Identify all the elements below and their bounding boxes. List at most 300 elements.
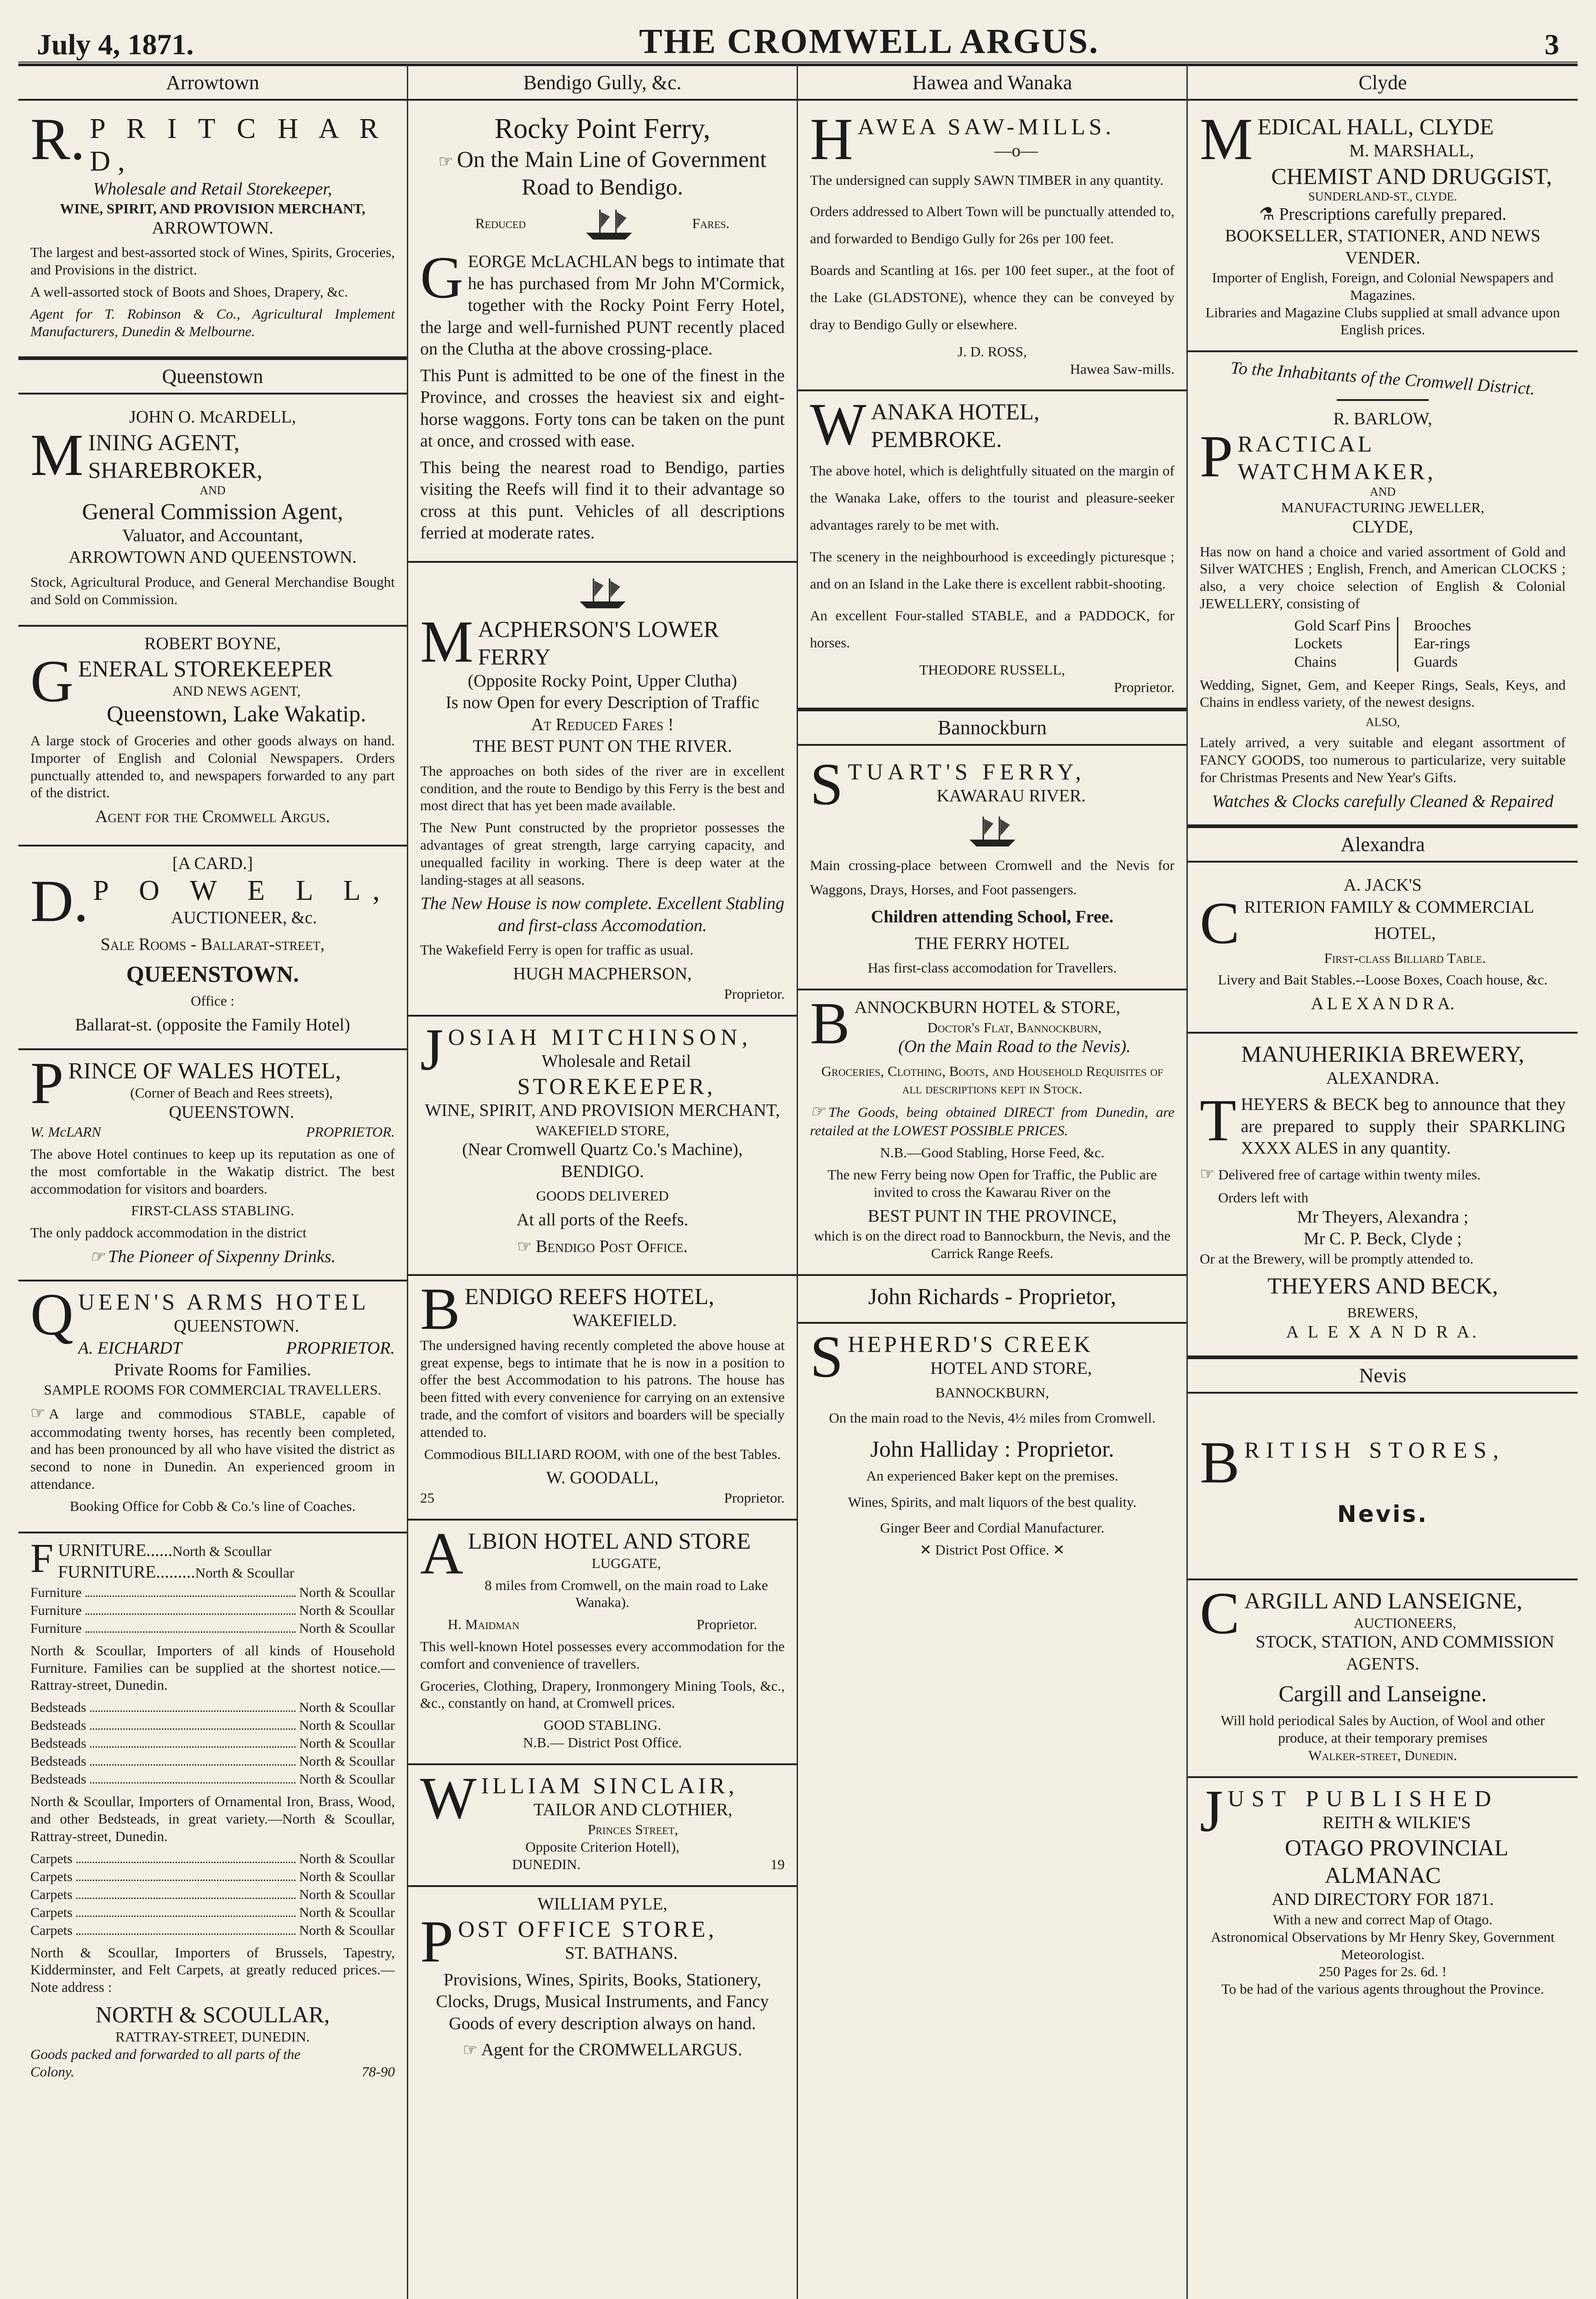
list-item-value: North & Scoullar xyxy=(299,1700,395,1716)
ad-line: REITH & WILKIE'S xyxy=(1322,1813,1471,1832)
ad-text: Stock, Agricultural Produce, and General Merchandise Bought and Sold on Commission. xyxy=(30,573,395,607)
ad-owner: H. Maidman xyxy=(448,1616,519,1633)
column-4 xyxy=(1188,64,1578,2299)
ad-line: (Opposite Rocky Point, Upper Clutha) xyxy=(467,671,737,691)
pointing-hand-icon: ☞ xyxy=(462,2041,478,2059)
ad-criterion-hotel xyxy=(1188,868,1578,1034)
ad-line: BENDIGO. xyxy=(561,1161,644,1181)
ad-text: Groceries, Clothing, Boots, and Household Requisites of all descriptions kept in Stock. xyxy=(821,1063,1163,1097)
ad-owner: J. D. ROSS, xyxy=(958,343,1027,360)
ad-text: Will hold periodical Sales by Auction, of Wool and other produce, at their temporary premises xyxy=(1220,1712,1545,1746)
ad-line: CLYDE, xyxy=(1352,517,1414,537)
ad-text: The above hotel, which is delightfully situated on the margin of the Wanaka Lake, offers to the tourist and pleasure-seeker advantages rarely to be met with. xyxy=(810,463,1174,533)
jewellery-item: Guards xyxy=(1414,654,1458,670)
ad-line: 8 miles from Cromwell, on the main road to Lake Wanaka). xyxy=(484,1577,768,1611)
ad-title: RACTICAL WATCHMAKER, xyxy=(1237,431,1436,485)
columns xyxy=(18,64,1578,2299)
ad-line: On the Main Line of Government Road to Bendigo. xyxy=(456,146,767,200)
initial: G xyxy=(420,245,463,311)
ad-line: (Near Cromwell Quartz Co.'s Machine), xyxy=(462,1140,743,1160)
ad-title: URNITURE...... xyxy=(58,1540,173,1560)
ad-line: WILLIAM PYLE, xyxy=(537,1894,667,1914)
ad-line: AUCTIONEERS, xyxy=(1353,1614,1456,1631)
ad-line: The Pioneer of Sixpenny Drinks. xyxy=(108,1247,336,1266)
ad-text: Wines, Spirits, and malt liquors of the best quality. xyxy=(848,1493,1137,1510)
ad-line: With a new and correct Map of Otago. xyxy=(1273,1911,1493,1927)
ad-text: Has now on hand a choice and varied assortment of Gold and Silver WATCHES ; English, French, and American CLOCKS ; also, a very choice selection of English & Colonial JEWELLERY, consisting of xyxy=(1200,543,1566,612)
ad-line: AND DIRECTORY FOR 1871. xyxy=(1271,1890,1494,1910)
jewellery-list-left xyxy=(1288,617,1398,672)
list-item-value: North & Scoullar xyxy=(299,1718,395,1733)
ad-text: North & Scoullar, Importers of Ornamental Iron, Brass, Wood, and other Bedsteads, in great variety.—North & Scoullar, Rattray-street, Dunedin. xyxy=(30,1793,395,1844)
ornament: —o— xyxy=(994,141,1038,160)
ad-line: At Reduced Fares ! xyxy=(531,715,674,734)
ad-line: A. JACK'S xyxy=(1344,875,1422,895)
ad-line: A L E X A N D R A. xyxy=(1286,1322,1480,1342)
list-item-label: Carpets xyxy=(30,1887,73,1902)
ad-title: RITISH STORES, xyxy=(1244,1436,1505,1463)
jewellery-list xyxy=(1200,617,1566,672)
initial: S xyxy=(810,1323,844,1390)
ad-text: The Wakefield Ferry is open for traffic as usual. xyxy=(420,942,694,958)
ad-line: [A CARD.] xyxy=(172,853,253,873)
pointing-hand-icon: ☞ xyxy=(1200,1164,1215,1183)
ad-line: WINE, SPIRIT, AND PROVISION MERCHANT, xyxy=(425,1101,780,1121)
ad-text: Commodious BILLIARD ROOM, with one of the best Tables. xyxy=(424,1446,781,1462)
dot-leader xyxy=(90,1716,296,1730)
ad-text: Groceries, Clothing, Drapery, Ironmongery Mining Tools, &c., &c., constantly on hand, at Cromwell prices. xyxy=(420,1677,785,1711)
ad-prop: Proprietor. xyxy=(696,1616,757,1633)
ad-barlow xyxy=(1188,352,1578,826)
ad-line: OTAGO PROVINCIAL ALMANAC xyxy=(1285,1835,1509,1888)
ad-line: Is now Open for every Description of Traffic xyxy=(445,693,759,713)
list-item xyxy=(30,1922,395,1939)
ad-line: Or at the Brewery, will be promptly attended to. xyxy=(1200,1250,1474,1267)
ad-owner: W. McLARN xyxy=(30,1124,101,1140)
ad-line: SAMPLE ROOMS FOR COMMERCIAL TRAVELLERS. xyxy=(44,1381,382,1398)
ad-title: ENDIGO REEFS HOTEL, xyxy=(464,1283,714,1310)
ad-prop: Proprietor. xyxy=(724,1489,785,1506)
section-heading-hawea: Hawea and Wanaka xyxy=(798,64,1186,101)
ad-line: Prescriptions carefully prepared. xyxy=(1279,204,1507,224)
ad-line: Sale Rooms - Ballarat-street, xyxy=(100,934,325,954)
section-heading-bannockburn: Bannockburn xyxy=(798,709,1186,746)
ad-line: which is on the direct road to Bannockburn, the Nevis, and the Carrick Range Reefs. xyxy=(814,1228,1171,1261)
ad-line: STOCK, STATION, AND COMMISSION AGENTS. xyxy=(1255,1632,1555,1674)
dot-leader xyxy=(90,1752,296,1766)
ad-text: The Goods, being obtained DIRECT from Dunedin, are retailed at the LOWEST POSSIBLE PRICES. xyxy=(810,1104,1174,1139)
pointing-hand-icon: ☞ xyxy=(89,1247,105,1266)
ad-cargill-lanseigne xyxy=(1188,1580,1578,1778)
divider xyxy=(1337,399,1429,401)
list-item-label: Furniture xyxy=(30,1620,82,1636)
initial: P xyxy=(30,1050,64,1116)
ad-line: CHEMIST AND DRUGGIST, xyxy=(1271,163,1552,189)
carpets-list xyxy=(30,1850,395,1939)
ad-line: R. BARLOW, xyxy=(1333,409,1432,429)
list-item-label: Bedsteads xyxy=(30,1736,86,1751)
ad-line: QUEENSTOWN. xyxy=(174,1316,299,1336)
ad-line: RATTRAY-STREET, DUNEDIN. xyxy=(115,2029,310,2045)
ship-icon xyxy=(575,574,630,611)
ad-title: UST PUBLISHED xyxy=(1227,1785,1499,1811)
ad-line: WAKEFIELD. xyxy=(572,1311,677,1331)
ad-line: Orders left with xyxy=(1218,1189,1309,1206)
ad-number: 25 xyxy=(420,1489,434,1506)
ad-line: Booking Office for Cobb & Co.'s line of Coaches. xyxy=(69,1498,356,1514)
jewellery-item: Gold Scarf Pins xyxy=(1294,617,1391,634)
ad-line: WAKEFIELD STORE, xyxy=(536,1122,669,1138)
initial: P xyxy=(420,1909,454,1975)
cross-icon: ✕ xyxy=(919,1542,935,1558)
initial: T xyxy=(1200,1087,1237,1154)
dot-leader xyxy=(76,1868,296,1881)
ad-line: Watches & Clocks carefully Cleaned & Repaired xyxy=(1212,791,1554,811)
dot-leader xyxy=(76,1850,296,1863)
initial: J xyxy=(1200,1778,1223,1844)
ad-title: INING AGENT, SHAREBROKER, xyxy=(88,429,262,483)
ad-line: FIRST-CLASS STABLING. xyxy=(131,1202,294,1219)
ad-title: ENERAL STOREKEEPER xyxy=(78,656,333,682)
list-item-value: North & Scoullar xyxy=(299,1887,395,1902)
ad-prop: PROPRIETOR. xyxy=(306,1124,395,1140)
jewellery-item: Brooches xyxy=(1414,617,1471,634)
masthead xyxy=(18,9,1578,64)
ad-title: P R I T C H A R D, xyxy=(90,113,386,177)
ad-line: KAWARAU RIVER. xyxy=(936,786,1086,806)
ad-prop: PROPRIETOR. xyxy=(286,1338,395,1358)
ad-line: Cargill and Lanseigne. xyxy=(1278,1681,1487,1707)
initial: W xyxy=(810,391,866,458)
section-heading-queenstown: Queenstown xyxy=(18,358,407,395)
ad-prop: Proprietor. xyxy=(724,985,785,1002)
list-item xyxy=(30,1699,395,1716)
ad-line: Walker-street, Dunedin. xyxy=(1308,1747,1457,1764)
ad-macpherson-ferry xyxy=(408,563,797,1017)
list-item xyxy=(30,1904,395,1922)
ad-line: Reduced xyxy=(475,215,526,232)
pointing-hand-icon: ☞ xyxy=(438,152,453,171)
list-item xyxy=(30,1584,395,1601)
ad-title: UEEN'S ARMS HOTEL xyxy=(78,1289,370,1315)
ad-sinclair xyxy=(408,1765,797,1887)
ad-text: A well-assorted stock of Boots and Shoes, Drapery, &c. xyxy=(30,284,348,300)
list-item-label: Bedsteads xyxy=(30,1700,86,1716)
ad-text: Orders addressed to Albert Town will be punctually attended to, and forwarded to Bendigo Gully for 26s per 100 feet. xyxy=(810,203,1174,247)
ad-line: ARROWTOWN AND QUEENSTOWN. xyxy=(68,548,357,567)
ad-owner: W. GOODALL, xyxy=(546,1468,659,1488)
initial: C xyxy=(1200,890,1240,956)
ad-stuarts-ferry xyxy=(798,751,1186,990)
ad-number: 19 xyxy=(770,1856,785,1872)
ad-medical-hall xyxy=(1188,106,1578,352)
ship-icon xyxy=(965,812,1020,849)
issue-date: July 4, 1871. xyxy=(37,28,194,61)
list-item-value: North & Scoullar xyxy=(299,1620,395,1636)
ad-title: Rocky Point Ferry, xyxy=(494,113,711,144)
ad-title: North & Scoullar xyxy=(195,1565,295,1581)
ad-title: TUART'S FERRY, xyxy=(848,759,1086,785)
ad-title: ANNOCKBURN HOTEL & STORE, xyxy=(854,998,1121,1018)
furniture-list xyxy=(30,1584,395,1637)
ad-line: QUEENSTOWN. xyxy=(126,961,299,987)
ad-text: North & Scoullar, Importers of Brussels, Tapestry, Kidderminster, and Felt Carpets, at greatly reduced prices.—Note address : xyxy=(30,1944,395,1996)
ad-line: Children attending School, Free. xyxy=(871,907,1114,927)
ad-text: Provisions, Wines, Spirits, Books, Stationery, Clocks, Drugs, Musical Instruments, and Fancy Goods of every description always on hand. xyxy=(436,1970,769,2033)
list-item xyxy=(30,1850,395,1868)
ad-text: The approaches on both sides of the river are in excellent condition, and the route to Bendigo by this Ferry is the best and most direct that has yet been made available. xyxy=(420,762,785,814)
list-item xyxy=(30,1868,395,1886)
section-heading-alexandra: Alexandra xyxy=(1188,826,1578,863)
ad-title: FURNITURE......... xyxy=(58,1562,195,1582)
list-item xyxy=(30,1601,395,1619)
pointing-hand-icon: ☞ xyxy=(517,1237,532,1256)
ad-prince-of-wales xyxy=(18,1050,407,1282)
ad-line: Fares. xyxy=(692,215,730,232)
ad-title: ACPHERSON'S LOWER FERRY xyxy=(478,616,719,669)
ad-line: HOTEL AND STORE, xyxy=(930,1358,1092,1378)
ad-line: Doctor's Flat, Bannockburn, xyxy=(927,1019,1102,1035)
ad-text: Boards and Scantling at 16s. per 100 feet super., at the foot of the Lake (GLADSTONE), whence they can be conveyed by dray to Bendigo Gully or elsewhere. xyxy=(810,262,1174,332)
ad-line: Livery and Bait Stables.--Loose Boxes, Coach house, &c. xyxy=(1218,972,1548,988)
ad-text: EORGE McLACHLAN begs to intimate that he has purchased from Mr John M'Cormick, together with the Rocky Point Ferry Hotel, the large and well-furnished PUNT recently placed on the Clutha at the above crossing-place. xyxy=(420,252,785,359)
ad-title: ANAKA HOTEL, PEMBROKE. xyxy=(871,399,1040,452)
column-1 xyxy=(18,64,408,2299)
ad-prop: Hawea Saw-mills. xyxy=(1070,360,1174,377)
ad-line: At all ports of the Reefs. xyxy=(516,1210,689,1230)
ad-line: Mr C. P. Beck, Clyde ; xyxy=(1303,1229,1462,1248)
ad-line: Wholesale and Retail Storekeeper, xyxy=(93,179,332,199)
list-item-label: Bedsteads xyxy=(30,1718,86,1733)
ad-title: OSIAH MITCHINSON, xyxy=(448,1024,752,1050)
ad-text: HEYERS & BECK beg to announce that they are prepared to supply their SPARKLING XXXX ALES in any quantity. xyxy=(1241,1095,1566,1158)
ad-line: A L E X A N D R A. xyxy=(1311,994,1455,1014)
ad-line: JOHN O. McARDELL, xyxy=(129,407,296,427)
initial: B xyxy=(1200,1429,1240,1496)
ad-owner: A. EICHARDT xyxy=(78,1338,182,1358)
ad-line: N.B.—Good Stabling, Horse Feed, &c. xyxy=(880,1144,1105,1161)
ad-line: Has first-class accomodation for Travellers. xyxy=(867,960,1117,976)
dot-leader xyxy=(76,1904,296,1917)
ad-text: The New Punt constructed by the proprietor possesses the advantages of great strength, large carrying capacity, and unequalled facility in working. There is deep water at the landing-stages at all seasons. xyxy=(420,819,785,888)
ad-text: This well-known Hotel possesses every accommodation for the comfort and convenience of travellers. xyxy=(420,1638,785,1672)
ad-prop: Proprietor. xyxy=(1114,679,1174,695)
ad-line: Private Rooms for Families. xyxy=(114,1360,311,1380)
ad-rocky-point-ferry xyxy=(408,106,797,563)
dot-leader xyxy=(86,1584,296,1597)
initial: B xyxy=(420,1276,460,1343)
ad-line: DUNEDIN. xyxy=(512,1856,581,1872)
initial: Q xyxy=(30,1281,74,1348)
ad-text: Goods packed and forwarded to all parts of the Colony. xyxy=(30,2046,301,2080)
initial: M xyxy=(30,422,84,488)
ad-text: An experienced Baker kept on the premises. xyxy=(866,1467,1118,1484)
ad-line: M. MARSHALL, xyxy=(1349,141,1474,160)
ad-title: RITERION FAMILY & COMMERCIAL xyxy=(1244,897,1534,917)
ad-line: (Corner of Beach and Rees streets), xyxy=(130,1084,333,1101)
ad-line: Valuator, and Accountant, xyxy=(122,526,303,545)
ad-pyle xyxy=(408,1887,797,2073)
ad-line: ROBERT BOYNE, xyxy=(144,634,281,653)
mortar-pestle-icon: ⚗ xyxy=(1259,204,1279,224)
list-item-value: North & Scoullar xyxy=(299,1602,395,1618)
initial: H xyxy=(810,106,853,172)
ad-wanaka-hotel xyxy=(798,391,1186,709)
ad-line: N.B.— District Post Office. xyxy=(523,1734,682,1751)
ad-owner: THEODORE RUSSELL, xyxy=(919,661,1065,678)
ad-text: Importer of English, Foreign, and Colonial Newspapers and Magazines. xyxy=(1212,269,1554,303)
ad-text: The above Hotel continues to keep up its reputation as one of the most comfortable in the Wakatip district. The best accommodation for visitors and boarders. xyxy=(30,1145,395,1197)
initial: M xyxy=(1200,106,1253,172)
ad-title: OST OFFICE STORE, xyxy=(458,1916,717,1942)
ad-line: BREWERS, xyxy=(1347,1304,1419,1321)
list-item-label: Bedsteads xyxy=(30,1772,86,1787)
jewellery-item: Lockets xyxy=(1294,635,1343,652)
ad-line: Agent for the CROMWELLARGUS. xyxy=(481,2040,742,2060)
ad-number: 78-90 xyxy=(361,2063,395,2080)
ad-text: The undersigned having recently completed the above house at great expense, begs to intimate that he is now in a position to offer the best Accommodation to his patrons. The house has been fitted with every convenience for carrying on an extensive trade, and the comfort of visitors and boarders will be specially attended to. xyxy=(420,1337,785,1440)
pointing-hand-icon: ☞ xyxy=(30,1403,46,1422)
ad-line: Bendigo Post Office. xyxy=(536,1236,688,1256)
ad-line: WINE, SPIRIT, AND PROVISION MERCHANT, xyxy=(60,200,365,217)
dot-leader xyxy=(90,1770,296,1784)
ad-line: AUCTIONEER, &c. xyxy=(171,908,317,928)
jewellery-item: Chains xyxy=(1294,654,1337,670)
initial: F xyxy=(30,1535,54,1581)
ad-text: North & Scoullar, Importers of all kinds of Household Furniture. Families can be supplied at the shortest notice.—Rattray-street, Dunedin. xyxy=(30,1642,395,1693)
ad-title: LBION HOTEL AND STORE xyxy=(467,1527,751,1554)
ad-line: Opposite Criterion Hotell), xyxy=(525,1839,679,1855)
initial: B xyxy=(810,990,850,1057)
initial: A xyxy=(420,1520,463,1587)
ad-line: 250 Pages for 2s. 6d. ! xyxy=(1318,1963,1447,1980)
ad-line: GOODS DELIVERED xyxy=(536,1188,669,1204)
section-heading-nevis: Nevis xyxy=(1188,1357,1578,1394)
ad-queens-arms xyxy=(18,1281,407,1533)
ad-line: ALSO, xyxy=(1365,715,1400,729)
ad-line: Queenstown, Lake Wakatip. xyxy=(107,700,366,726)
list-item-value: North & Scoullar xyxy=(299,1772,395,1787)
list-item-label: Carpets xyxy=(30,1869,73,1884)
ad-line: THE BEST PUNT ON THE RIVER. xyxy=(473,737,732,756)
ad-text: Agent for T. Robinson & Co., Agricultural Implement Manufacturers, Dunedin & Melbourne. xyxy=(30,305,395,339)
ad-owner: John Richards - Proprietor, xyxy=(868,1283,1117,1309)
ad-title: MANUHERIKIA BREWERY, xyxy=(1241,1041,1524,1067)
ad-text: The largest and best-assorted stock of Wines, Spirits, Groceries, and Provisions in the district. xyxy=(30,244,395,278)
ad-line: THEYERS AND BECK, xyxy=(1267,1273,1498,1299)
list-item-value: North & Scoullar xyxy=(299,1754,395,1769)
list-item xyxy=(30,1734,395,1752)
ad-line: General Commission Agent, xyxy=(82,498,343,524)
ad-line: TAILOR AND CLOTHIER, xyxy=(533,1800,733,1819)
list-item-label: Carpets xyxy=(30,1904,73,1920)
jewellery-list-right xyxy=(1408,617,1478,672)
list-item-label: Carpets xyxy=(30,1922,73,1938)
ad-title: AWEA SAW-MILLS. xyxy=(857,114,1115,139)
ad-line: BOOKSELLER, STATIONER, AND NEWS VENDER. xyxy=(1225,226,1541,268)
ad-text: The only paddock accommodation in the district xyxy=(30,1224,307,1241)
ad-line: District Post Office. xyxy=(935,1542,1049,1558)
ad-text: Libraries and Magazine Clubs supplied at small advance upon English prices. xyxy=(1205,304,1560,338)
ad-text: The new Ferry being now Open for Traffic, the Public are invited to cross the Kawarau River on the xyxy=(827,1166,1157,1200)
ad-line: AND xyxy=(200,483,226,497)
list-item xyxy=(30,1752,395,1770)
ad-pritchard xyxy=(18,106,407,358)
ad-text: This being the nearest road to Bendigo, parties visiting the Reefs will find it to their advantage so cross at this punt. Vehicles of all descriptions ferried at moderate rates. xyxy=(420,458,785,543)
dot-leader xyxy=(76,1886,296,1899)
jewellery-item: Ear-rings xyxy=(1414,635,1470,652)
ad-text: Ginger Beer and Cordial Manufacturer. xyxy=(880,1520,1105,1536)
initial: D. xyxy=(30,868,89,935)
ad-owner: John Halliday : Proprietor. xyxy=(870,1435,1114,1462)
ad-line: HOTEL, xyxy=(1374,924,1436,944)
ad-text: Main crossing-place between Cromwell and the Nevis for Waggons, Drays, Horses, and Foot passengers. xyxy=(810,857,1174,898)
ad-title: EDICAL HALL, CLYDE xyxy=(1257,114,1494,139)
initial: J xyxy=(420,1016,444,1083)
ad-text: The undersigned can supply SAWN TIMBER in any quantity. xyxy=(810,172,1163,188)
list-item-label: Bedsteads xyxy=(30,1754,86,1769)
ad-title: HEPHERD'S CREEK xyxy=(848,1331,1094,1357)
ad-line: (On the Main Road to the Nevis). xyxy=(898,1037,1131,1057)
ad-bannockburn-hotel xyxy=(798,990,1186,1276)
ad-boyne xyxy=(18,627,407,846)
list-item xyxy=(30,1716,395,1734)
ad-line: MANUFACTURING JEWELLER, xyxy=(1281,499,1484,516)
ad-line: First-class Billiard Table. xyxy=(1324,949,1486,966)
ad-line: Nevis. xyxy=(1337,1500,1429,1527)
ad-line: GOOD STABLING. xyxy=(543,1717,661,1733)
ad-text: This Punt is admitted to be one of the finest in the Province, and crosses the heaviest six and eight-horse waggons. Forty tons can be taken on the punt at once, and crossed with ease. xyxy=(420,366,785,451)
ad-text: An excellent Four-stalled STABLE, and a PADDOCK, for horses. xyxy=(810,607,1174,651)
list-item-label: Carpets xyxy=(30,1851,73,1866)
ad-powell xyxy=(18,846,407,1050)
ad-line: Wholesale and Retail xyxy=(542,1051,691,1071)
ad-line: NORTH & SCOULLAR, xyxy=(95,2002,330,2028)
section-heading-clyde: Clyde xyxy=(1188,64,1578,101)
ad-mcardell xyxy=(18,400,407,626)
list-item-value: North & Scoullar xyxy=(299,1904,395,1920)
list-item-value: North & Scoullar xyxy=(299,1736,395,1751)
dot-leader xyxy=(86,1619,296,1633)
list-item-label: Furniture xyxy=(30,1584,82,1600)
ad-almanac xyxy=(1188,1778,1578,2010)
dot-leader xyxy=(76,1922,296,1935)
ad-line: BEST PUNT IN THE PROVINCE, xyxy=(867,1206,1117,1226)
ad-manuherikia-brewery xyxy=(1188,1034,1578,1357)
ad-owner: HUGH MACPHERSON, xyxy=(513,964,692,984)
ship-icon xyxy=(581,205,637,242)
ad-line: ARROWTOWN. xyxy=(152,218,274,238)
initial: W xyxy=(420,1765,477,1831)
initial: G xyxy=(30,648,74,715)
newspaper-title: THE CROMWELL ARGUS. xyxy=(639,22,1100,61)
ad-title: North & Scoullar xyxy=(172,1543,272,1559)
list-item-value: North & Scoullar xyxy=(299,1851,395,1866)
list-item xyxy=(30,1770,395,1788)
ad-shepherds-creek xyxy=(798,1324,1186,1575)
ad-line: Princes Street, xyxy=(587,1821,678,1838)
ad-line: BANNOCKBURN, xyxy=(935,1384,1049,1401)
ad-mitchinson xyxy=(408,1017,797,1276)
ad-title: ARGILL AND LANSEIGNE, xyxy=(1244,1587,1522,1613)
section-heading-bendigo: Bendigo Gully, &c. xyxy=(408,64,797,101)
ad-line: ALEXANDRA. xyxy=(1326,1068,1439,1088)
ad-line: Astronomical Observations by Mr Henry Skey, Government Meteorologist. xyxy=(1211,1928,1555,1962)
list-item-label: Furniture xyxy=(30,1602,82,1618)
ad-title: ILLIAM SINCLAIR, xyxy=(481,1772,738,1798)
ad-line: Ballarat-st. (opposite the Family Hotel) xyxy=(75,1015,350,1035)
list-item-value: North & Scoullar xyxy=(299,1584,395,1600)
